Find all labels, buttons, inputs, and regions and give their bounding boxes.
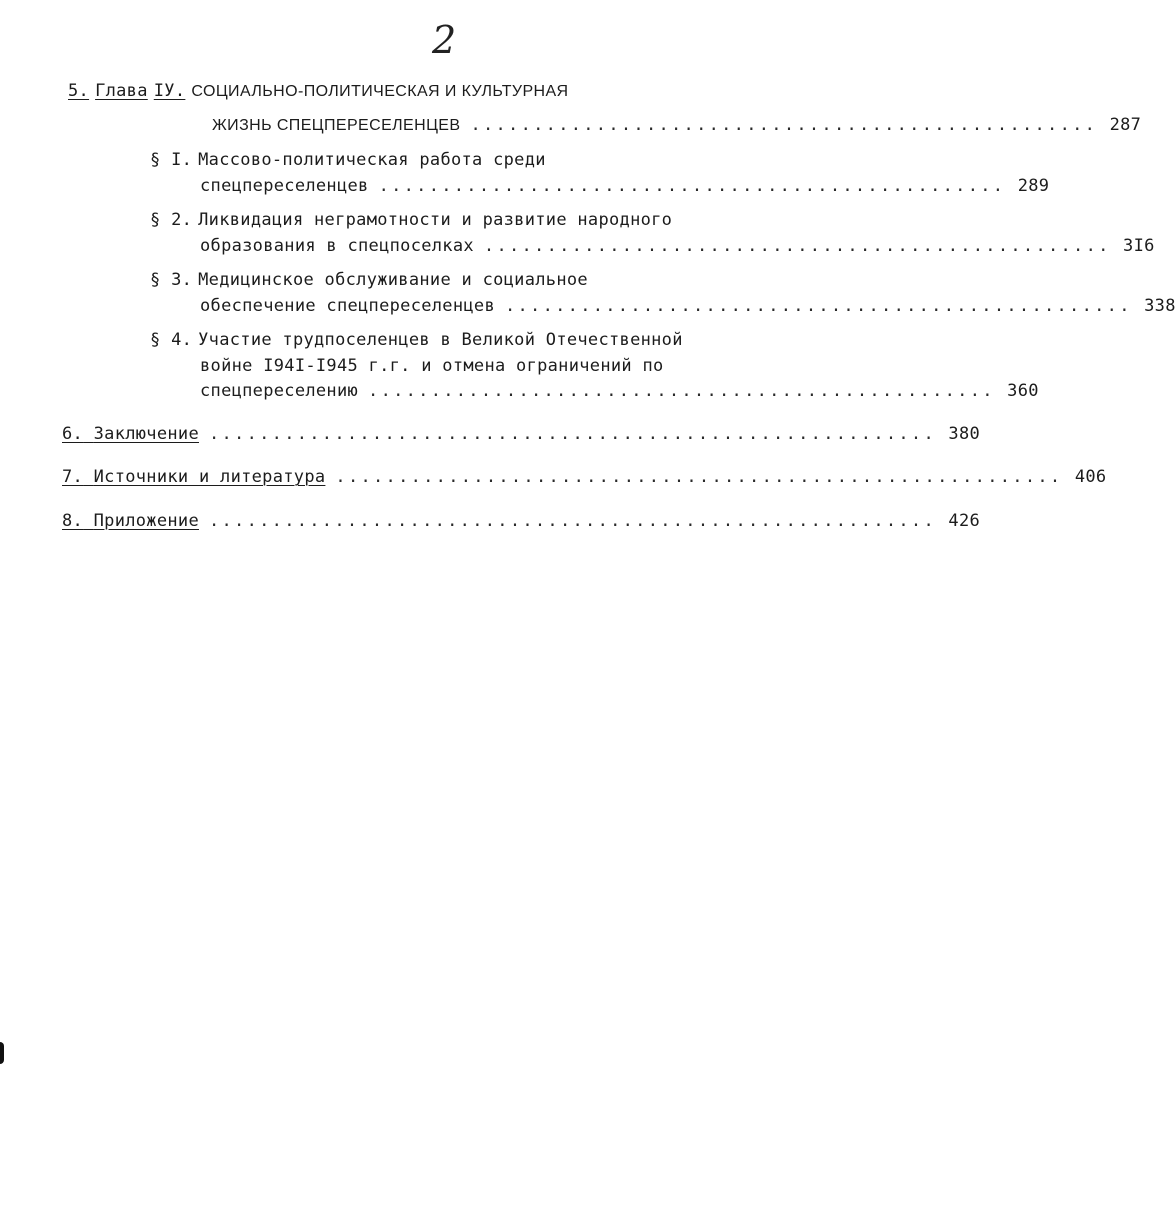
entry-number: 7. — [62, 467, 84, 487]
section-3-line1 — [150, 269, 588, 291]
leader-dots: .......................................................... — [335, 467, 1063, 487]
section-4-line2 — [200, 355, 664, 377]
entry-number: 8. — [62, 511, 84, 531]
page-number: 2 — [432, 18, 457, 62]
toc-entry-conclusion — [62, 423, 981, 445]
entry-title: Приложение — [93, 511, 199, 531]
leader-dots: .................................................. — [368, 381, 995, 401]
chapter-page: 287 — [1109, 115, 1142, 135]
chapter-title-line1: СОЦИАЛЬНО-ПОЛИТИЧЕСКАЯ И КУЛЬТУРНАЯ — [191, 83, 569, 100]
entry-page: 380 — [948, 424, 981, 444]
section-title: Массово-политическая работа среди — [198, 150, 546, 170]
section-1-line1 — [150, 149, 546, 171]
toc-entry-appendix — [62, 510, 981, 532]
entry-title: Заключение — [93, 424, 199, 444]
section-marker: § І. — [150, 150, 193, 170]
section-title-cont: войне І94І-І945 г.г. и отмена ограничений по — [200, 356, 664, 376]
section-title-cont: образования в спецпоселках — [200, 236, 474, 256]
leader-dots: .................................................. — [378, 176, 1006, 196]
chapter-number: 5. — [68, 81, 90, 101]
section-1-line2 — [200, 175, 1050, 197]
toc-entry-sources — [62, 466, 1107, 488]
section-2-line2 — [200, 235, 1155, 257]
section-3-line2 — [200, 295, 1176, 317]
entry-label — [62, 423, 199, 445]
section-page: 289 — [1017, 176, 1050, 196]
entry-page: 406 — [1074, 467, 1107, 487]
leader-dots: .................................................. — [504, 296, 1132, 316]
section-title-cont: спецпереселенцев — [200, 176, 369, 196]
section-4-line3 — [200, 380, 1039, 402]
section-page: 338 — [1144, 296, 1176, 316]
chapter-heading — [68, 80, 569, 103]
chapter-label: Глава — [95, 81, 148, 101]
section-title-cont: обеспечение спецпереселенцев — [200, 296, 495, 316]
leader-dots: .................................................. — [470, 115, 1098, 135]
section-marker: § 2. — [150, 210, 193, 230]
section-page: 3І6 — [1123, 236, 1155, 256]
chapter-title-line2: ЖИЗНЬ СПЕЦПЕРЕСЕЛЕНЦЕВ — [212, 117, 461, 134]
entry-number: 6. — [62, 424, 84, 444]
leader-dots: .......................................................... — [208, 424, 937, 444]
section-title: Ликвидация неграмотности и развитие народного — [198, 210, 673, 230]
section-marker: § 3. — [150, 270, 193, 290]
section-title-cont: спецпереселению — [200, 381, 359, 401]
section-2-line1 — [150, 209, 672, 231]
leader-dots: .......................................................... — [208, 511, 937, 531]
section-4-line1 — [150, 329, 683, 351]
leader-dots: .................................................. — [483, 236, 1111, 256]
section-page: 360 — [1007, 381, 1039, 401]
chapter-title-row — [212, 114, 1142, 137]
section-marker: § 4. — [150, 330, 193, 350]
chapter-roman: ІУ. — [153, 81, 186, 101]
entry-label — [62, 466, 325, 488]
entry-label — [62, 510, 199, 532]
scan-edge-mark — [0, 1042, 4, 1064]
entry-page: 426 — [948, 511, 981, 531]
entry-title: Источники и литература — [93, 467, 326, 487]
section-title: Медицинское обслуживание и социальное — [198, 270, 588, 290]
section-title: Участие трудпоселенцев в Великой Отечественной — [198, 330, 683, 350]
